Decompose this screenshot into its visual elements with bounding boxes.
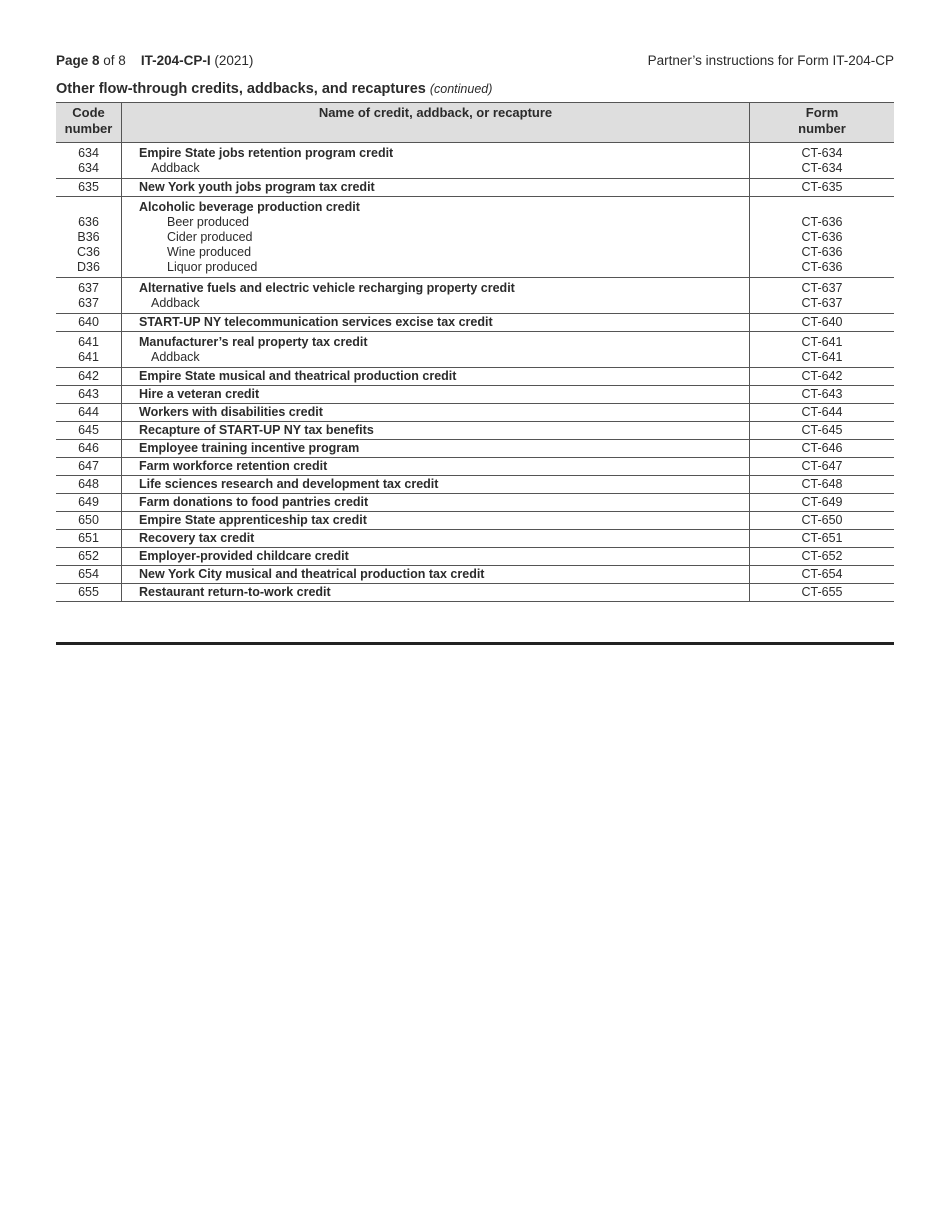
code-number: 650 [78,513,99,527]
credit-name: Hire a veteran credit [139,387,260,401]
form-number: CT-645 [801,423,843,437]
code-cell [56,314,122,332]
code-cell [56,494,122,512]
form-number: CT-647 [801,459,843,473]
form-number: CT-636 [801,230,843,244]
name-cell [122,197,750,278]
form-cell [750,197,895,278]
code-number: 648 [78,477,99,491]
form-number: CT-637 [801,296,843,310]
name-cell [122,314,750,332]
credit-subitem: Addback [151,161,200,175]
form-cell [750,530,895,548]
form-number: CT-641 [801,350,843,364]
bottom-rule [56,642,894,645]
credit-subitem: Cider produced [167,230,253,244]
table-row [56,512,894,530]
code-cell [56,458,122,476]
form-cell [750,440,895,458]
form-number: CT-652 [801,549,843,563]
column-header-form [750,103,895,143]
form-number: CT-649 [801,495,843,509]
form-cell [750,386,895,404]
code-number: 641 [78,350,99,364]
code-cell [56,386,122,404]
code-cell [56,440,122,458]
page-header-left [56,53,253,68]
code-cell [56,179,122,197]
form-number: CT-655 [801,585,843,599]
document-title: Partner’s instructions for Form IT-204-CP [647,53,894,68]
form-number: CT-636 [801,215,843,229]
code-number: B36 [77,230,100,244]
credit-name: Empire State apprenticeship tax credit [139,513,367,527]
code-cell [56,422,122,440]
code-number: 651 [78,531,99,545]
table-row [56,314,894,332]
column-header-code [56,103,122,143]
code-number: 636 [78,215,99,229]
code-cell [56,548,122,566]
credit-name: Life sciences research and development tax credit [139,477,439,491]
table-row [56,179,894,197]
column-header-name: Name of credit, addback, or recapture [122,103,750,143]
code-number: 646 [78,441,99,455]
form-number: CT-635 [801,180,843,194]
page-header [56,53,894,68]
code-number: 637 [78,296,99,310]
form-number [754,200,890,215]
form-cell [750,584,895,602]
form-cell [750,143,895,179]
code-number: 634 [78,146,99,160]
code-number: 644 [78,405,99,419]
name-cell [122,458,750,476]
table-row [56,404,894,422]
credit-name: Workers with disabilities credit [139,405,323,419]
name-cell [122,476,750,494]
credit-name: Alcoholic beverage production credit [139,200,360,214]
code-number: 641 [78,335,99,349]
name-cell [122,566,750,584]
name-cell [122,512,750,530]
column-header-code-line2: number [64,121,113,136]
name-cell [122,548,750,566]
form-cell [750,458,895,476]
form-number: CT-644 [801,405,843,419]
table-row [56,494,894,512]
table-header [56,103,894,143]
form-number: CT-636 [801,260,843,274]
column-header-form-line2: number [798,121,846,136]
code-number: 655 [78,585,99,599]
column-header-code-line1: Code [72,105,105,120]
code-number: C36 [77,245,100,259]
form-id: IT-204-CP-I [140,53,211,68]
code-cell [56,278,122,314]
name-cell [122,404,750,422]
credit-name: Farm workforce retention credit [139,459,328,473]
credit-name: Empire State musical and theatrical production credit [139,369,457,383]
table-row [56,332,894,368]
form-number: CT-637 [801,281,843,295]
form-cell [750,404,895,422]
code-cell [56,476,122,494]
credit-name: Farm donations to food pantries credit [139,495,369,509]
form-cell [750,368,895,386]
credit-name: START-UP NY telecommunication services excise tax credit [139,315,493,329]
table-row [56,386,894,404]
credit-name: Recapture of START-UP NY tax benefits [139,423,374,437]
credit-name: Recovery tax credit [139,531,255,545]
name-cell [122,584,750,602]
table-row [56,530,894,548]
form-number: CT-646 [801,441,843,455]
code-cell [56,584,122,602]
name-cell [122,368,750,386]
form-number: CT-648 [801,477,843,491]
form-number: CT-640 [801,315,843,329]
code-cell [56,404,122,422]
form-number: CT-634 [801,161,843,175]
form-number: CT-636 [801,245,843,259]
table-row [56,548,894,566]
name-cell [122,143,750,179]
form-cell [750,314,895,332]
code-number: 652 [78,549,99,563]
code-number: 642 [78,369,99,383]
table-row [56,584,894,602]
page-of: of 8 [103,53,126,68]
table-body [56,143,894,602]
name-cell [122,386,750,404]
table-row [56,476,894,494]
form-cell [750,278,895,314]
form-number: CT-654 [801,567,843,581]
code-cell [56,530,122,548]
credit-name: New York youth jobs program tax credit [139,180,375,194]
credit-subitem: Addback [151,350,200,364]
name-cell [122,422,750,440]
form-cell [750,179,895,197]
name-cell [122,530,750,548]
code-cell [56,197,122,278]
table-row [56,566,894,584]
code-number: 645 [78,423,99,437]
table-row [56,458,894,476]
table-row [56,422,894,440]
form-number: CT-651 [801,531,843,545]
credit-subitem: Wine produced [167,245,252,259]
code-number: 637 [78,281,99,295]
section-title [56,81,492,97]
code-cell [56,566,122,584]
table-row [56,278,894,314]
code-cell [56,368,122,386]
table-row [56,440,894,458]
code-number [60,200,117,215]
form-number: CT-642 [801,369,843,383]
form-number: CT-650 [801,513,843,527]
name-cell [122,278,750,314]
table-row [56,368,894,386]
credit-name: New York City musical and theatrical production tax credit [139,567,485,581]
code-number: 640 [78,315,99,329]
code-number: 634 [78,161,99,175]
form-cell [750,566,895,584]
credit-name: Restaurant return-to-work credit [139,585,331,599]
name-cell [122,332,750,368]
form-cell [750,332,895,368]
code-number: 635 [78,180,99,194]
table-row [56,143,894,179]
name-cell [122,440,750,458]
form-cell [750,512,895,530]
form-cell [750,476,895,494]
code-number: 643 [78,387,99,401]
credits-table [56,102,894,602]
credit-name: Alternative fuels and electric vehicle recharging property credit [139,281,515,295]
code-number: 649 [78,495,99,509]
form-cell [750,422,895,440]
form-number: CT-643 [801,387,843,401]
form-number: CT-634 [801,146,843,160]
column-header-form-line1: Form [805,105,839,120]
credit-name: Employee training incentive program [139,441,360,455]
form-cell [750,494,895,512]
code-cell [56,332,122,368]
name-cell [122,494,750,512]
code-cell [56,143,122,179]
form-cell [750,548,895,566]
code-cell [56,512,122,530]
name-cell [122,179,750,197]
page-number: Page 8 [56,53,100,68]
credit-name: Manufacturer’s real property tax credit [139,335,368,349]
credit-subitem: Liquor produced [167,260,258,274]
credit-subitem: Beer produced [167,215,250,229]
credit-name: Empire State jobs retention program credit [139,146,394,160]
code-number: 647 [78,459,99,473]
section-title-text: Other flow-through credits, addbacks, and recaptures [56,81,426,97]
form-year: (2021) [214,53,254,68]
credit-name: Employer-provided childcare credit [139,549,349,563]
code-number: D36 [77,260,100,274]
form-number: CT-641 [801,335,843,349]
code-number: 654 [78,567,99,581]
section-continued: (continued) [429,82,493,96]
header-row [56,103,894,143]
table-row [56,197,894,278]
credit-subitem: Addback [151,296,200,310]
